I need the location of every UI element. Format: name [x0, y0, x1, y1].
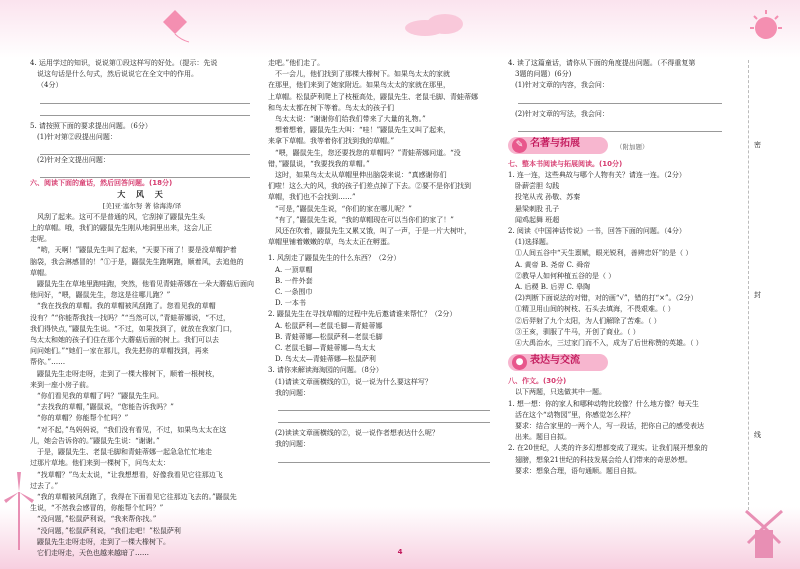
story-line: 走吧。”他们走了。	[268, 59, 325, 67]
story-line: 草帽里铺着嫩嫩的草，鸟太太正在孵蛋。	[268, 238, 394, 247]
story-line: “哟，天啊！”鼹鼠先生叫了起来，“天要下雨了！要是没草帽护着	[37, 246, 237, 255]
s7-options[interactable]: A. 黄帝 B. 尧帝 C. 舜帝	[515, 260, 591, 269]
q1-option-d[interactable]: D. 一本书	[275, 299, 306, 308]
s7-judge[interactable]: ②后羿射了九个太阳，为人们解除了苦难。（ ）	[515, 316, 661, 325]
q3-prompt: 3. 请你来解读海淘园的问题。（8分）	[268, 366, 383, 375]
book-icon: ✎	[512, 138, 527, 153]
section-seven-heading: 七、整本书阅读与拓展阅读。(10分)	[508, 159, 623, 168]
s7-judge[interactable]: ③王亥，驯服了牛马，开创了商业。（ ）	[515, 327, 640, 336]
balloon-icon: ●	[512, 355, 527, 370]
story-line: 过去了。”	[30, 481, 59, 490]
answer-line[interactable]	[518, 120, 722, 132]
q4-prompt-cont: 3题的问题）(6分)	[515, 70, 572, 79]
answer-line[interactable]	[40, 166, 250, 178]
story-line: 脑袋，我会淋感冒的！”①于是，鼹鼠先生跑啊跑，顺着风，去追他的	[30, 257, 244, 266]
essay-line: 1. 想一想：你的家人和哪种动物比较像？什么地方像？每天生	[508, 399, 699, 408]
story-line: 这时，如果鸟太太从草帽里伸出脑袋来说：“真感谢你们	[275, 171, 447, 180]
s7-q2-sub2: (2)判断下面说法的对错，对的画“√”，错的打“×”。（2分）	[515, 294, 698, 303]
q2-option-c[interactable]: C. 老鼠毛脚—青蛙蒂娜—鸟太太	[275, 344, 376, 353]
q4-prompt-line1: 4. 运用学过的知识，说说第①段这样写的好处。（提示：先说	[30, 59, 218, 67]
story-line: “我在找我的草帽。我的草帽被风刮跑了。您看见我的草帽	[37, 302, 216, 311]
column-left	[30, 58, 254, 559]
answer-line[interactable]	[40, 104, 250, 116]
essay-line: 活在这个“动物园”里，你感觉怎么样？	[515, 410, 635, 419]
q5-part2: (2)针对全文提出问题：	[37, 156, 110, 165]
answer-line[interactable]	[278, 399, 490, 411]
banner-expression	[508, 352, 726, 374]
story-line: 错，”鼹鼠说，“我要找我的草帽。”	[268, 159, 370, 168]
q4-part2: (2)针对文章的写法，我会问：	[515, 109, 609, 118]
essay-line: 翅膀，想象21世纪的科技发展会给人们带来的奇思妙想。	[515, 455, 692, 464]
section-six-heading: 六、阅读下面的童话，然后回答问题。(18分)	[30, 179, 173, 188]
column-right	[508, 58, 726, 477]
story-line: 于是，鼹鼠先生、老鼠毛脚和青蛙蒂娜一起急急忙忙地走	[37, 448, 212, 457]
q2-prompt: 2. 鼹鼠先生在寻找草帽的过程中先后邀请谁来帮忙？（2分）	[268, 310, 457, 319]
story-line: 没有？”“你能帮我找一找吗？”“当然可以，”青蛙蒂娜说，“不过，	[30, 313, 230, 322]
binding-char: 封	[754, 291, 761, 299]
story-line: 问问她们。”“她们一家在那儿，我先把你的草帽找到，再来	[30, 347, 209, 356]
sun-icon	[730, 8, 786, 48]
story-line: 来拿下草帽。我等着你们找到我的草帽。”	[268, 137, 395, 146]
q4-prompt-line2: 说这句话是什么句式，然后说说它在全文中的作用。	[37, 70, 198, 79]
column-middle	[268, 58, 494, 463]
essay-line: 出来。题目自拟。	[515, 433, 571, 442]
binding-line	[748, 60, 762, 510]
story-line: 生说，“不然我会感冒的，你能帮个忙吗？”	[30, 504, 164, 513]
story-line: “没问题，”松鼠萨利说，“我来帮你找。”	[37, 515, 157, 524]
q3-answer-label: 我的问题：	[275, 440, 310, 449]
story-line: 在那里，他们来到了她家附近。如果鸟太太的家就在那里，	[268, 81, 450, 90]
story-line: “你们看见我的草帽了吗？”鼹鼠先生问。	[37, 392, 164, 401]
story-line: 上草帽。松鼠萨利爬上了枝桠高处，鼹鼠先生、老鼠毛脚、青蛙蒂娜	[268, 92, 478, 101]
story-line: 走呢。	[30, 235, 51, 244]
story-line: “我的草帽被风刮跑了，我得在下面看见它往那边飞去的。”鼹鼠先	[37, 492, 237, 501]
story-line: “你的草帽？你能帮个忙吗？”	[37, 414, 129, 423]
q3-part1: (1)请读文章画横线的①，说一说为什么要这样写？	[275, 377, 432, 386]
story-line: 想着想着，鼹鼠先生大叫：“哇！”鼹鼠先生又叫了起来，	[275, 126, 451, 135]
q2-option-a[interactable]: A. 松鼠萨利—老鼠毛脚—青蛙蒂娜	[275, 321, 383, 330]
story-line: “喂，鼹鼠先生，您还要找您的草帽吗？”青蛙蒂娜问道。“没	[275, 148, 461, 157]
story-line: 上的草帽。哦，我们的鼹鼠先生刚从地洞里出来，这会儿正	[30, 224, 212, 233]
q1-prompt: 1. 风刮走了鼹鼠先生的什么东西？（2分）	[268, 254, 401, 263]
q1-option-a[interactable]: A. 一顶草帽	[275, 265, 313, 274]
s7-options[interactable]: A. 后稷 B. 后羿 C. 皋陶	[515, 283, 591, 292]
story-line: “去找我的草帽，”鼹鼠说，“您能告诉我吗？”	[37, 403, 174, 412]
story-line: 鼹鼠先生走呀走呀，走到了一棵大橡树下，顺着一根树枝，	[37, 369, 219, 378]
s7-item: ②教导人如何种植五谷的是（ ）	[515, 271, 616, 280]
match-row[interactable]: 投笔从戎 孙敬、苏秦	[515, 193, 581, 202]
match-row[interactable]: 卧薪尝胆 勾践	[515, 182, 560, 191]
story-line: “找草帽？”鸟太太说，“让我想想看，好像我看见它往那边飞	[37, 470, 223, 479]
s7-q1: 1. 连一连，这些典故与哪个人物有关？请连一连。（2分）	[508, 171, 686, 180]
story-line: 鼹鼠先生在草地里跑哇跑，突然，他看见青蛙蒂娜在一朵大蘑菇后面向	[37, 280, 254, 289]
s7-item: ①人间五谷中“天生禀赋，眼光锐利，善辨忠奸”的是（ ）	[515, 249, 693, 258]
story-line: 我们得快点，”鼹鼠先生说。“不过，如果找到了，就放在我家门口，	[30, 324, 237, 333]
story-line: 帮你。”……	[30, 358, 66, 367]
essay-line: 要求：结合家里的一两个人，写一段话，把你自己的感受表达	[515, 422, 704, 431]
answer-line[interactable]	[278, 451, 490, 463]
answer-line[interactable]	[40, 92, 250, 104]
banner-label: 名著与拓展	[530, 137, 580, 149]
story-line: 不一会儿，他们找到了那棵大橡树下。如果鸟太太的家就	[275, 70, 450, 79]
story-line: “有了，”鼹鼠先生说，“我的草帽现在可以当你们的家了！”	[275, 215, 454, 224]
binding-char: 密	[754, 141, 761, 149]
q4-prompt: 4. 读了这篇童话，请你从下面的角度提出问题。（不得重复第	[508, 59, 696, 67]
q2-option-b[interactable]: B. 青蛙蒂娜—松鼠萨利—老鼠毛脚	[275, 332, 383, 341]
story-line: 草帽。	[30, 268, 51, 277]
q5-part1: (1)针对第②段提出问题：	[37, 132, 117, 141]
story-line: 们啦！这么大的风，我的孩子们差点掉了下去。②要不是你们找到	[268, 182, 471, 191]
q1-option-c[interactable]: C. 一条围巾	[275, 288, 313, 297]
section-eight-heading: 八、作文。(30分)	[508, 377, 567, 386]
answer-line[interactable]	[40, 143, 250, 155]
story-line: 儿，她会告诉你的。”鼹鼠先生说：“谢谢。”	[30, 436, 160, 445]
q4-part1: (1)针对文章的内容，我会问：	[515, 81, 609, 90]
banner-classics	[508, 135, 726, 157]
q3-answer-label: 我的问题：	[275, 388, 310, 397]
essay-line: 要求：想象合理，语句通顺。题目自拟。	[515, 466, 641, 475]
q5-prompt: 5. 请按照下面的要求提出问题。（6分）	[30, 121, 152, 130]
story-line: 草帽，我们也不会找到……”	[268, 193, 356, 202]
q4-score: （4分）	[37, 81, 63, 90]
story-line: “没问题，”松鼠萨利说，“我们走吧！”松鼠萨利	[37, 526, 181, 535]
banner-label: 表达与交流	[530, 355, 580, 367]
story-line: “可是，”鼹鼠先生说，“你们的家在哪儿呢？”	[275, 204, 412, 213]
story-line: 它们走呀走，天色也越来越暗了……	[37, 548, 149, 557]
q2-option-d[interactable]: D. 鸟太太—青蛙蒂娜—松鼠萨利	[275, 355, 376, 364]
s7-q2-sub1: (1)选择题。	[515, 238, 553, 247]
page-number: 4	[397, 548, 403, 556]
story-line: 鸟太太说：“谢谢你们给我们带来了大量的礼物。”	[275, 115, 426, 124]
story-line: 风还在吹着，鼹鼠先生又累又饿，叫了一声，于是一片大树叶，	[275, 227, 471, 236]
story-line: 他问好，“喂，鼹鼠先生，您这是往哪儿跑？”	[30, 291, 171, 300]
story-line: 和鸟太太都在树下等着。鸟太太的孩子们	[268, 103, 394, 112]
story-line: 来到一座小房子前。	[30, 380, 93, 389]
banner-sub: （附加题）	[616, 142, 649, 151]
answer-line[interactable]	[518, 92, 722, 104]
s7-judge[interactable]: ④大禹治水，三过家门而不入，成为了后世称赞的英雄。（ ）	[515, 339, 703, 348]
story-line: “对不起，”鸟妈妈说，“我们没有看见，不过，如果鸟太太在这	[37, 425, 227, 434]
match-row[interactable]: 闻鸡起舞 班超	[515, 215, 560, 224]
q1-option-b[interactable]: B. 一件外套	[275, 276, 313, 285]
story-line: 风刮了起来。这可不是普通的风，它刮掉了鼹鼠先生头	[37, 212, 205, 221]
story-line: 过那片草地。他们来到一棵树下，问鸟太太：	[30, 459, 170, 468]
story-line: 鼹鼠先生走呀走呀，走到了一棵大橡树下。	[37, 537, 170, 546]
windmill-house-icon	[740, 505, 790, 560]
answer-line[interactable]	[278, 411, 490, 423]
s7-q2: 2. 阅读《中国神话传说》一书，回答下面的问题。（4分）	[508, 227, 686, 236]
kite-icon	[145, 6, 205, 46]
match-row[interactable]: 悬梁刺股 孔子	[515, 204, 560, 213]
essay-line: 以下两题，只选做其中一题。	[515, 388, 606, 397]
story-author: [美]亚·塞尔努 著 徐海涛/译	[102, 201, 182, 210]
binding-char: 线	[754, 431, 761, 439]
story-title: 大 风 天	[117, 189, 167, 200]
q3-part2: (2)读读文章画横线的②，说一说作者想表达什么呢？	[275, 429, 439, 438]
story-line: 鸟太太和她的孩子们住在那个大蘑菇后面的树上。我们可以去	[30, 336, 219, 345]
s7-judge[interactable]: ①精卫用山间的树枝、石头去填海，不畏艰难。（ ）	[515, 305, 675, 314]
cloud-icon	[400, 10, 480, 38]
essay-line: 2. 在20世纪，人类的许多幻想都变成了现实。让我们展开想象的	[508, 444, 708, 453]
